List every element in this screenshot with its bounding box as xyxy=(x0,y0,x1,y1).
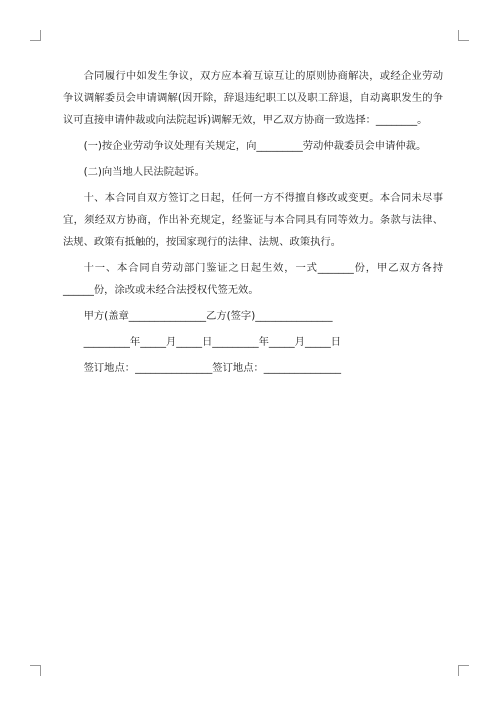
signing-place-line: 签订地点：_______________签订地点：_______________ xyxy=(83,362,342,374)
corner-mark-top-left xyxy=(30,30,41,41)
corner-mark-bottom-left xyxy=(30,665,41,676)
date-line: _________年_____月_____日_________年_____月_____日 xyxy=(83,336,342,348)
court-option-paragraph: (二)向当地人民法院起诉。 xyxy=(83,166,205,178)
corner-mark-top-right xyxy=(458,30,469,41)
dispute-resolution-paragraph: 合同履行中如发生争议，双方应本着互谅互让的原则协商解决，或经企业劳动争议调解委员会申请调解(因开除，辞退违纪职工以及职工辞退，自动离职发生的争议可直接申请仲裁或向法院起诉)调解无效，甲乙双方协商一致选择：________。 xyxy=(63,70,443,126)
signature-line: 甲方(盖章_______________乙方(签字)_______________ xyxy=(83,310,333,322)
clause-ten-paragraph: 十、本合同自双方签订之日起，任何一方不得擅自修改或变更。本合同未尽事宜，须经双方协商，作出补充规定，经鉴证与本合同具有同等效力。条款与法律、法规、政策有抵触的，按国家现行的法律、法规、政策执行。 xyxy=(63,192,443,248)
document-body xyxy=(63,65,443,383)
arbitration-option-paragraph: (一)按企业劳动争议处理有关规定，向_________劳动仲裁委员会申请仲裁。 xyxy=(83,140,427,152)
clause-eleven-paragraph: 十一、本合同自劳动部门鉴证之日起生效，一式_______份，甲乙双方各持______份，涂改或未经合法授权代签无效。 xyxy=(63,262,443,296)
corner-mark-bottom-right xyxy=(458,665,469,676)
